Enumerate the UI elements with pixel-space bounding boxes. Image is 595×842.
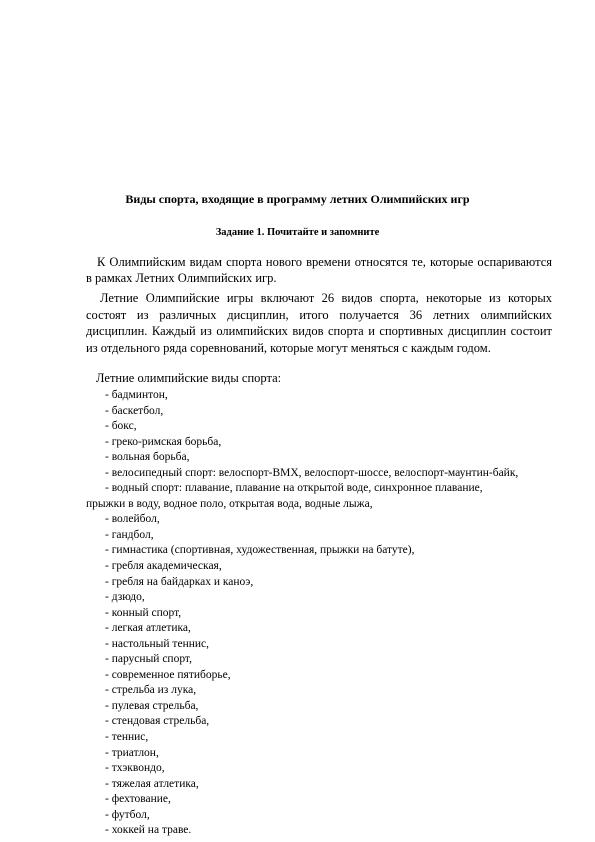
list-item: - гребля академическая, [105,560,222,573]
intro-paragraph: К Олимпийским видам спорта нового времени относятся те, которые оспариваются в рамках Летних Олимпийских игр. [86,255,552,285]
list-item: - бокс, [105,420,137,433]
list-item: - триатлон, [105,746,159,759]
list-item: - современное пятиборье, [105,668,231,681]
list-item: - теннис, [105,731,149,744]
summer-games-paragraph: Летние Олимпийские игры включают 26 видов спорта, некоторые из которых состоят из различных дисциплин, итого получается 36 летних олимпийских дисциплин. Каждый из олимпийских видов спорта и спортивных дисциплин состоит из отдельного ряда соревнований, которые могут меняться с каждым годом. [86,291,552,355]
list-item: - легкая атлетика, [105,622,191,635]
list-heading: Летние олимпийские виды спорта: [96,371,282,385]
list-item: - гребля на байдарках и каноэ, [105,575,254,588]
list-item: - дзюдо, [105,591,145,604]
list-item: - хоккей на траве. [105,824,192,837]
list-item: - стрельба из лука, [105,684,197,697]
list-item: - баскетбол, [105,404,164,417]
list-item: - футбол, [105,808,150,821]
list-item: - тяжелая атлетика, [105,777,199,790]
list-item: - вольная борьба, [105,451,190,464]
list-item: - тхэквондо, [105,762,165,775]
list-item: - конный спорт, [105,606,182,619]
list-item: - велосипедный спорт: велоспорт-BMX, велоспорт-шоссе, велоспорт-маунтин-байк, [105,466,519,479]
sports-list [72,388,552,839]
list-item: - настольный теннис, [105,637,210,650]
list-item: - гимнастика (спортивная, художественная, прыжки на батуте), [105,544,415,557]
list-item: - парусный спорт, [105,653,192,666]
list-item: - фехтование, [105,793,171,806]
list-item: - бадминтон, [105,389,168,401]
list-item: - пулевая стрельба, [105,699,199,712]
list-item: - греко-римская борьба, [105,435,222,448]
list-item: - водный спорт: плавание, плавание на открытой воде, синхронное плавание, [105,482,483,495]
list-item: - гандбол, [105,528,154,541]
list-item: - волейбол, [105,513,160,526]
list-item: прыжки в воду, водное поло, открытая вода, водные лыжа, [86,497,373,510]
task-heading: Задание 1. Почитайте и запомните [215,227,380,238]
document-title: Виды спорта, входящие в программу летних Олимпийских игр [125,192,470,206]
list-item: - стендовая стрельба, [105,715,210,728]
